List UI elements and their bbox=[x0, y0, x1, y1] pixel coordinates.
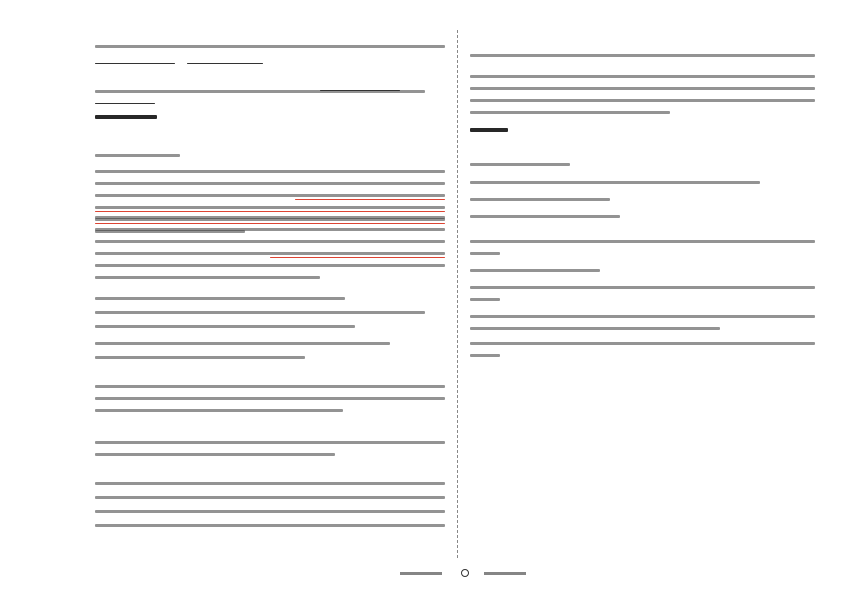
answer-blank bbox=[95, 103, 155, 104]
answer-blank bbox=[187, 63, 263, 64]
instruction-line bbox=[95, 154, 180, 157]
question-line bbox=[95, 385, 445, 388]
question-line bbox=[95, 297, 345, 300]
question-line bbox=[470, 54, 815, 57]
passage-line bbox=[95, 206, 445, 209]
underlined-sentence bbox=[295, 199, 445, 200]
quote-line bbox=[470, 215, 620, 218]
news-line bbox=[470, 99, 815, 102]
numbered-sentence-line bbox=[95, 524, 445, 527]
quote-line bbox=[470, 240, 815, 243]
answer-blank bbox=[320, 90, 400, 91]
numbered-sentence-line bbox=[95, 496, 445, 499]
quote-line bbox=[470, 198, 610, 201]
question-line bbox=[95, 453, 335, 456]
underlined-sentence bbox=[95, 223, 445, 224]
right-page-number bbox=[484, 572, 526, 575]
prompt-line bbox=[470, 327, 720, 330]
right-page-content bbox=[470, 0, 815, 560]
quote-line bbox=[470, 269, 600, 272]
passage-line bbox=[95, 216, 445, 219]
underlined-sentence bbox=[95, 211, 445, 212]
prompt-line bbox=[470, 315, 815, 318]
passage-line bbox=[95, 276, 320, 279]
question-line bbox=[95, 45, 445, 48]
news-line bbox=[470, 87, 815, 90]
passage-line bbox=[95, 228, 445, 231]
requirement-line bbox=[470, 354, 500, 357]
passage-line bbox=[95, 240, 445, 243]
passage-line bbox=[95, 182, 445, 185]
instruction-line bbox=[470, 163, 570, 166]
page-divider bbox=[457, 30, 458, 558]
option-line bbox=[95, 356, 305, 359]
passage-line bbox=[95, 194, 445, 197]
news-line bbox=[470, 111, 670, 114]
underlined-sentence bbox=[270, 257, 445, 258]
quote-line bbox=[470, 298, 500, 301]
quote-line bbox=[470, 181, 760, 184]
option-line bbox=[95, 342, 390, 345]
passage-line bbox=[95, 170, 445, 173]
numbered-sentence-line bbox=[95, 510, 445, 513]
quote-line bbox=[470, 286, 815, 289]
passage-line bbox=[95, 264, 445, 267]
page-separator-dot bbox=[461, 569, 469, 577]
question-line bbox=[95, 482, 445, 485]
question-line bbox=[95, 441, 445, 444]
quote-line bbox=[470, 252, 500, 255]
option-line bbox=[95, 325, 355, 328]
section-heading bbox=[95, 115, 157, 119]
requirement-line bbox=[470, 342, 815, 345]
quote-line bbox=[95, 409, 343, 412]
section-heading bbox=[470, 128, 508, 132]
passage-line bbox=[95, 252, 445, 255]
quote-line bbox=[95, 397, 445, 400]
left-page-number bbox=[400, 572, 442, 575]
option-line bbox=[95, 311, 425, 314]
news-line bbox=[470, 75, 815, 78]
left-page-content bbox=[95, 0, 445, 560]
answer-blank bbox=[95, 63, 175, 64]
